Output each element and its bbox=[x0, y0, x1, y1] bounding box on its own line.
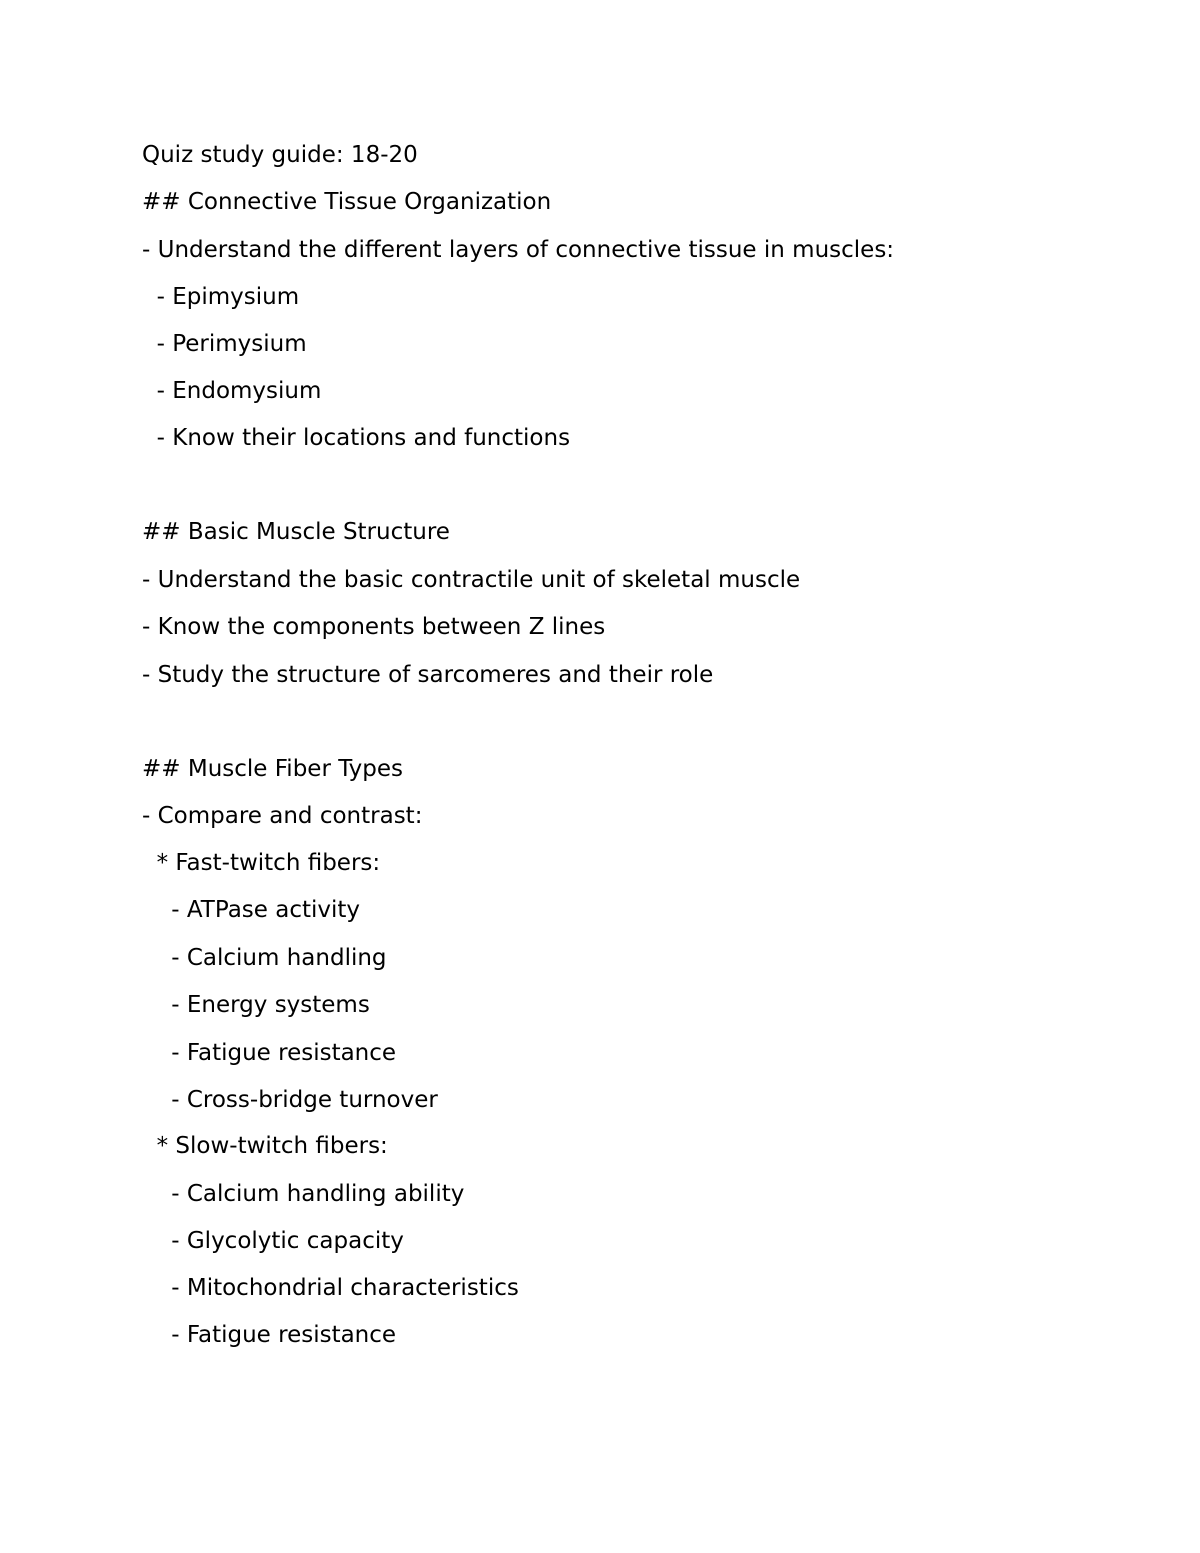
list-item: - Energy systems bbox=[142, 992, 370, 1018]
section-heading-muscle-fiber-types: ## Muscle Fiber Types bbox=[142, 756, 404, 782]
list-item: - Understand the different layers of connective tissue in muscles: bbox=[142, 237, 895, 263]
list-item: * Fast-twitch fibers: bbox=[142, 850, 381, 876]
list-item: * Slow-twitch fibers: bbox=[142, 1133, 388, 1159]
list-item: - Endomysium bbox=[142, 378, 322, 404]
section-heading-basic-muscle-structure: ## Basic Muscle Structure bbox=[142, 519, 450, 545]
list-item: - Fatigue resistance bbox=[142, 1040, 397, 1066]
document-title: Quiz study guide: 18-20 bbox=[142, 142, 418, 168]
list-item: - Understand the basic contractile unit of skeletal muscle bbox=[142, 567, 801, 593]
list-item: - Cross-bridge turnover bbox=[142, 1087, 438, 1113]
list-item: - Know their locations and functions bbox=[142, 425, 571, 451]
list-item: - Fatigue resistance bbox=[142, 1322, 397, 1348]
section-heading-connective-tissue: ## Connective Tissue Organization bbox=[142, 189, 552, 215]
list-item: - Compare and contrast: bbox=[142, 803, 423, 829]
list-item: - Calcium handling ability bbox=[142, 1181, 465, 1207]
list-item: - Study the structure of sarcomeres and their role bbox=[142, 662, 714, 688]
list-item: - Perimysium bbox=[142, 331, 307, 357]
list-item: - Glycolytic capacity bbox=[142, 1228, 404, 1254]
list-item: - Mitochondrial characteristics bbox=[142, 1275, 519, 1301]
list-item: - Calcium handling bbox=[142, 945, 387, 971]
list-item: - Know the components between Z lines bbox=[142, 614, 606, 640]
list-item: - Epimysium bbox=[142, 284, 300, 310]
list-item: - ATPase activity bbox=[142, 897, 361, 923]
